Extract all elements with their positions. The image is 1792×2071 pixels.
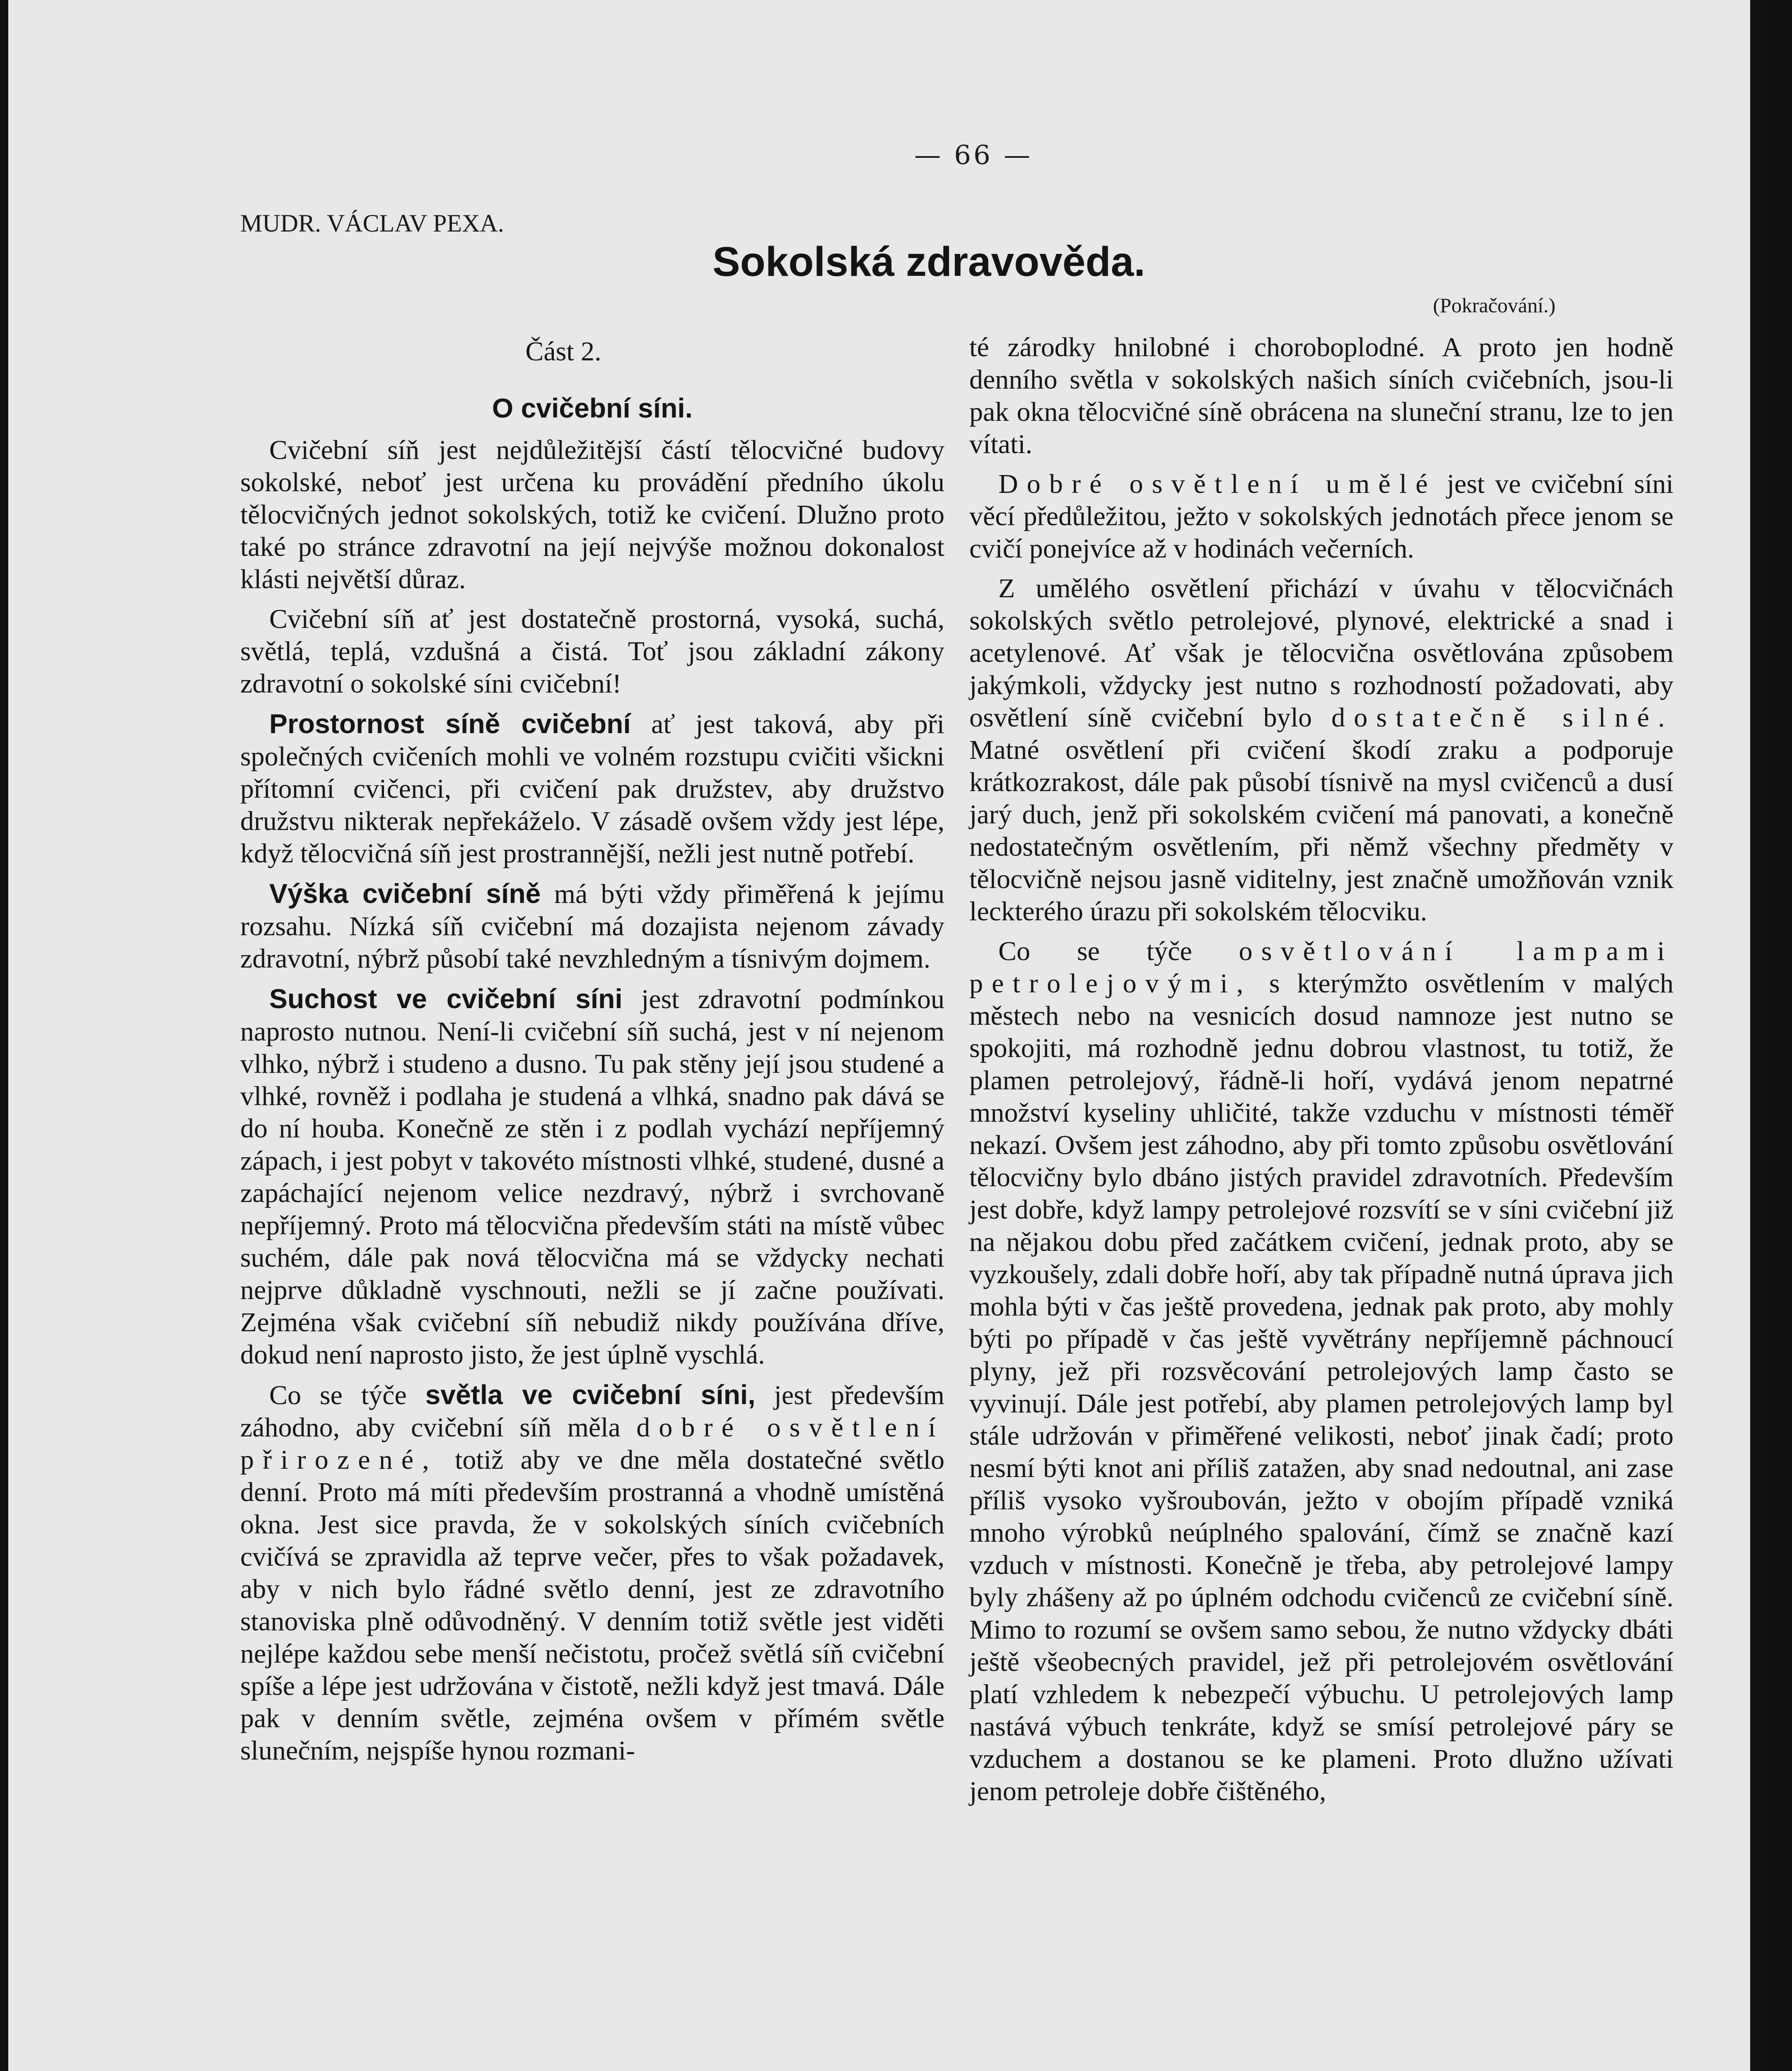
paragraph-text: s kterýmžto osvětlením v malých městech nebo na vesnicích dosud namnoze jest nutno se spokojiti, má rozhodně jednu dobrou vlastnost, tu totiž, že plamen petrolejový, řádně-li hoří, vydává jenom nepatrné množství kyseliny uhličité, takže vzduchu v místnosti téměř nekazí. Ovšem jest záhodno, aby při tomto způsobu osvětlování tělocvičny bylo dbáno jistých pravidel zdravotních. Především jest dobře, když lampy petrolejové rozsvítí se v síni cvičební již na nějakou dobu před začátkem cvičení, jednak proto, aby se vyzkoušely, zdali dobře hoří, aby tak případně nutná úprava jich mohla býti v čas ještě provedena, jednak pak proto, aby mohly býti po případě v čas ještě vyvětrány nepříjemně páchnoucí plyny, jež při rozsvěcování petrolejových lamp často se vyvinují. Dále jest potřebí, aby plamen petrolejových lamp byl stále udržován v přiměřené velikosti, neboť jinak čadí; proto nesmí býti knot ani příliš zatažen, aby snad nedoutnal, ani zase příliš vysoko vyšroubován, ježto v obojím případě vzniká mnoho výrobků neúplného spalování, čímž se značně kazí vzduch v místnosti. Konečně je třeba, aby petrolejové lampy byly zhášeny až po úplném odchodu cvičenců ze cvičební síně. Mimo to rozumí se ovšem samo sebou, že nutno vždycky dbáti ještě všeobecných pravidel, jež při petrolejovém osvětlování platí vzhledem k nebezpečí výbuchu. U petrolejových lamp nastává výbuch tenkráte, když se smísí petrolejové páry se vzduchem a dostanou se ke plameni. Proto dlužno užívati jenom petroleje dobře čištěného, xyxy=(969,968,1674,1806)
paragraph: té zárodky hnilobné i choroboplodné. A proto jen hodně denního světla v sokolských našich síních cvičebních, jsou-li pak okna tělocvičné síně obrácena na sluneční stranu, lze to jen vítati. xyxy=(969,332,1674,459)
spaced-emphasis: dobré osvětlení přirozené, xyxy=(240,1412,944,1475)
paragraph-text: má býti vždy přiměřená k jejímu rozsahu. Nízká síň cvičební má dozajista nejenom závady zdravotní, nýbrž působí také nevzhledným a tísnivým dojmem. xyxy=(240,879,944,974)
spaced-emphasis: dostatečně silné. xyxy=(1331,702,1674,733)
paragraph xyxy=(969,468,1674,565)
scan-border xyxy=(1750,0,1771,2071)
paragraph-text: Co se týče xyxy=(269,1380,425,1410)
article-title: Sokolská zdravověda. xyxy=(712,239,1145,285)
paragraph xyxy=(969,935,1674,1808)
paragraph xyxy=(969,572,1674,928)
keyword: Suchost ve cvičební síni xyxy=(269,983,623,1014)
paragraph xyxy=(240,1378,944,1767)
keyword: Prostornost síně cvičební xyxy=(269,708,631,739)
spaced-emphasis: Dobré osvětlení umělé xyxy=(998,469,1437,499)
paragraph: Cvičební síň ať jest dostatečně prostorná, vysoká, suchá, světlá, teplá, vzdušná a čistá. Toť jsou základní zákony zdravotní o sokolské síni cvičební! xyxy=(240,604,944,699)
part-heading: Část 2. xyxy=(525,336,601,367)
paragraph-text: Z umělého osvětlení přichází v úvahu v tělocvičnách sokolských světlo petrolejové, plynové, elektrické a snad i acetylenové. Ať však je tělocvična osvětlována způsobem jakýmkoli, vždycky jest nutno s rozhodností požadovati, aby osvětlení síně cvičební bylo xyxy=(969,573,1674,733)
scanned-page xyxy=(8,0,1771,2071)
paragraph-text: jest zdravotní podmínkou naprosto nutnou. Není-li cvičební síň suchá, jest v ní nejenom vlhko, nýbrž i studeno a dusno. Tu pak stěny její jsou studené a vlhké, rovněž i podlaha je studená a vlhká, snadno pak dává se do ní houba. Konečně ze stěn i z podlah vychází nepříjemný zápach, i jest pobyt v takovéto místnosti vlhké, studené, dusné a zapáchající nejenom velice nezdravý, nýbrž i svrchovaně nepříjemný. Proto má tělocvična především státi na místě vůbec suchém, dále pak nová tělocvična má se vždycky nechati nejprve důkladně vyschnouti, nežli se jí začne používati. Zejména však cvičební síň nebudiž nikdy používána dříve, dokud není naprosto jisto, že jest úplně vyschlá. xyxy=(240,984,944,1370)
keyword: světla ve cvičební síni, xyxy=(425,1379,756,1410)
paragraph-text: jest především záhodno, aby cvičební síň měla xyxy=(240,1380,944,1443)
continuation-note: (Pokračování.) xyxy=(1433,294,1555,317)
paragraph xyxy=(240,877,944,975)
page-number: — 66 — xyxy=(914,140,1033,171)
paragraph-text: Matné osvětlení při cvičení škodí zraku a podporuje krátkozrakost, dále pak působí tísnivě na mysl cvičenců a dusí jarý duch, jenž při sokolském cvičení má panovati, a konečně nedostatečným osvětlením, při němž všechny předměty v tělocvičně nejsou jasně viditelny, jest značně umožňován vznik leckterého úrazu při sokolském tělocviku. xyxy=(969,735,1674,927)
paragraph xyxy=(240,707,944,870)
right-column xyxy=(969,331,1674,1815)
paragraph-text: jest ve cvičební síni věcí předůležitou, ježto v sokolských jednotách přece jenom se cvičí ponejvíce až v hodinách večerních. xyxy=(969,469,1674,564)
section-heading: O cvičební síni. xyxy=(492,393,693,423)
paragraph: Cvičební síň jest nejdůležitější částí tělocvičné budovy sokolské, neboť jest určena ku provádění předního úkolu tělocvičných jednot sokolských, totiž ke cvičení. Dlužno proto také po stránce zdravotní na její nejvýše možnou dokonalost klásti největší důraz. xyxy=(240,435,944,594)
paragraph-text: Co se týče xyxy=(998,936,1239,966)
paragraph-text: totiž aby ve dne měla dostatečné světlo denní. Proto má míti především prostranná a vhodně umístěná okna. Jest sice pravda, že v sokolských síních cvičebních cvičívá se zpravidla až teprve večer, přes to však požadavek, aby v nich bylo řádné světlo denní, jest ze zdravotního stanoviska plně odůvodněný. V denním totiž světle jest viděti nejlépe každou sebe menší nečistotu, pročež světlá síň cvičební spíše a lépe jest udržována v čistotě, nežli když jest tmavá. Dále pak v denním světle, zejména ovšem v přímém světle slunečním, nejspíše hynou rozmani- xyxy=(240,1445,944,1766)
spaced-emphasis: osvětlování lampami petrolejovými, xyxy=(969,936,1674,999)
left-column xyxy=(240,327,944,1774)
paragraph-text: ať jest taková, aby při společných cvičeních mohli ve volném rozstupu cvičiti všickni přítomní cvičenci, při cvičení pak družstev, aby družstvo družstvu nikterak nepřekáželo. V zásadě ovšem vždy jest lépe, když tělocvičná síň jest prostrannější, nežli jest nutně potřebí. xyxy=(240,709,945,869)
author-name: MUDR. VÁCLAV PEXA. xyxy=(240,210,504,237)
keyword: Výška cvičební síně xyxy=(269,878,541,909)
paragraph xyxy=(240,982,944,1371)
